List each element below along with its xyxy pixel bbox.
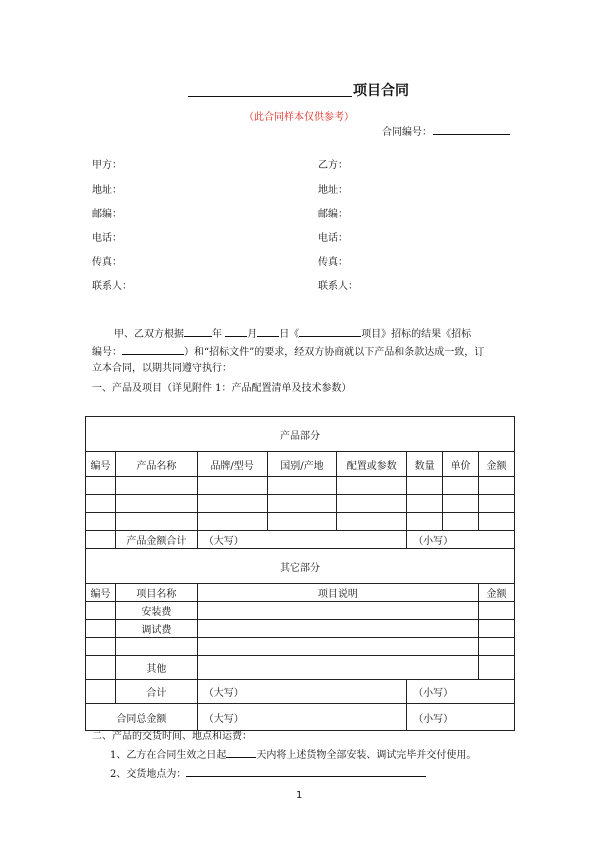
party-a-postcode: 邮编： bbox=[92, 209, 122, 220]
col-header: 项目说明 bbox=[197, 584, 478, 602]
intro-line-2: 编号： ）和“招标文件”的要求，经双方协商就以下产品和条款达成一致，订 bbox=[92, 343, 484, 362]
product-total-label: 产品金额合计 bbox=[115, 531, 197, 549]
party-a-contact: 联系人： bbox=[92, 281, 132, 292]
product-section-title: 产品部分 bbox=[86, 417, 515, 452]
table-row: 调试费 bbox=[86, 620, 515, 638]
party-b-address: 地址： bbox=[318, 185, 348, 196]
party-a-address: 地址： bbox=[92, 185, 122, 196]
col-header: 金额 bbox=[479, 584, 515, 602]
delivery-location-clause: 2、交货地点为： bbox=[110, 765, 426, 780]
section-2-heading: 二、产品的交货时间、地点和运费： bbox=[92, 731, 252, 742]
table-row bbox=[86, 477, 515, 495]
col-header: 产品名称 bbox=[115, 452, 197, 477]
contract-number-blank bbox=[433, 134, 510, 135]
amount-upper-label: （大写） bbox=[197, 704, 406, 731]
party-a-fax: 传真： bbox=[92, 257, 122, 268]
party-b-contact: 联系人： bbox=[318, 281, 358, 292]
party-a-name: 甲方： bbox=[92, 160, 122, 171]
table-row bbox=[86, 513, 515, 531]
document-title: 项目合同 bbox=[353, 83, 409, 99]
amount-lower-label: （小写） bbox=[407, 704, 515, 731]
col-header: 项目名称 bbox=[115, 584, 197, 602]
col-header: 数量 bbox=[407, 452, 443, 477]
table-row: 安装费 bbox=[86, 602, 515, 620]
sample-note: （此合同样本仅供参考） bbox=[244, 112, 354, 123]
table-row: 其他 bbox=[86, 656, 515, 680]
other-header-row bbox=[86, 584, 515, 602]
amount-lower-label: （小写） bbox=[407, 531, 515, 549]
contract-number-label: 合同编号： bbox=[382, 127, 432, 138]
party-b-phone: 电话： bbox=[318, 233, 348, 244]
grand-total-label: 合同总金额 bbox=[86, 704, 198, 731]
col-header: 金额 bbox=[479, 452, 515, 477]
page-number: 1 bbox=[296, 790, 303, 801]
col-header: 单价 bbox=[443, 452, 479, 477]
party-b-name: 乙方： bbox=[318, 160, 348, 171]
col-header: 国别/产地 bbox=[267, 452, 337, 477]
amount-lower-label: （小写） bbox=[407, 680, 515, 704]
col-header: 品牌/型号 bbox=[197, 452, 267, 477]
table-row bbox=[86, 638, 515, 656]
product-total-row bbox=[86, 531, 515, 549]
subtotal-row bbox=[86, 680, 515, 704]
col-header: 编号 bbox=[86, 584, 116, 602]
col-header: 配置或参数 bbox=[337, 452, 407, 477]
party-a-phone: 电话： bbox=[92, 233, 122, 244]
intro-line-3: 立本合同，以期共同遵守执行： bbox=[92, 363, 232, 374]
section-1-heading: 一、产品及项目（详见附件 1：产品配置清单及技术参数） bbox=[92, 383, 352, 394]
amount-upper-label: （大写） bbox=[197, 531, 406, 549]
project-name-blank bbox=[188, 96, 352, 97]
col-header: 编号 bbox=[86, 452, 116, 477]
table-row bbox=[86, 495, 515, 513]
intro-line-1: 甲、乙双方根据 年 月 日《 项目》招标的结果《招标 bbox=[114, 325, 471, 344]
amount-upper-label: （大写） bbox=[197, 680, 406, 704]
contract-items-table bbox=[85, 416, 515, 731]
party-b-postcode: 邮编： bbox=[318, 209, 348, 220]
product-header-row bbox=[86, 452, 515, 477]
party-b-fax: 传真： bbox=[318, 257, 348, 268]
delivery-time-clause: 1、乙方在合同生效之日起 天内将上述货物全部安装、调试完毕并交付使用。 bbox=[110, 746, 476, 761]
subtotal-label: 合计 bbox=[115, 680, 197, 704]
other-section-title: 其它部分 bbox=[86, 549, 515, 584]
